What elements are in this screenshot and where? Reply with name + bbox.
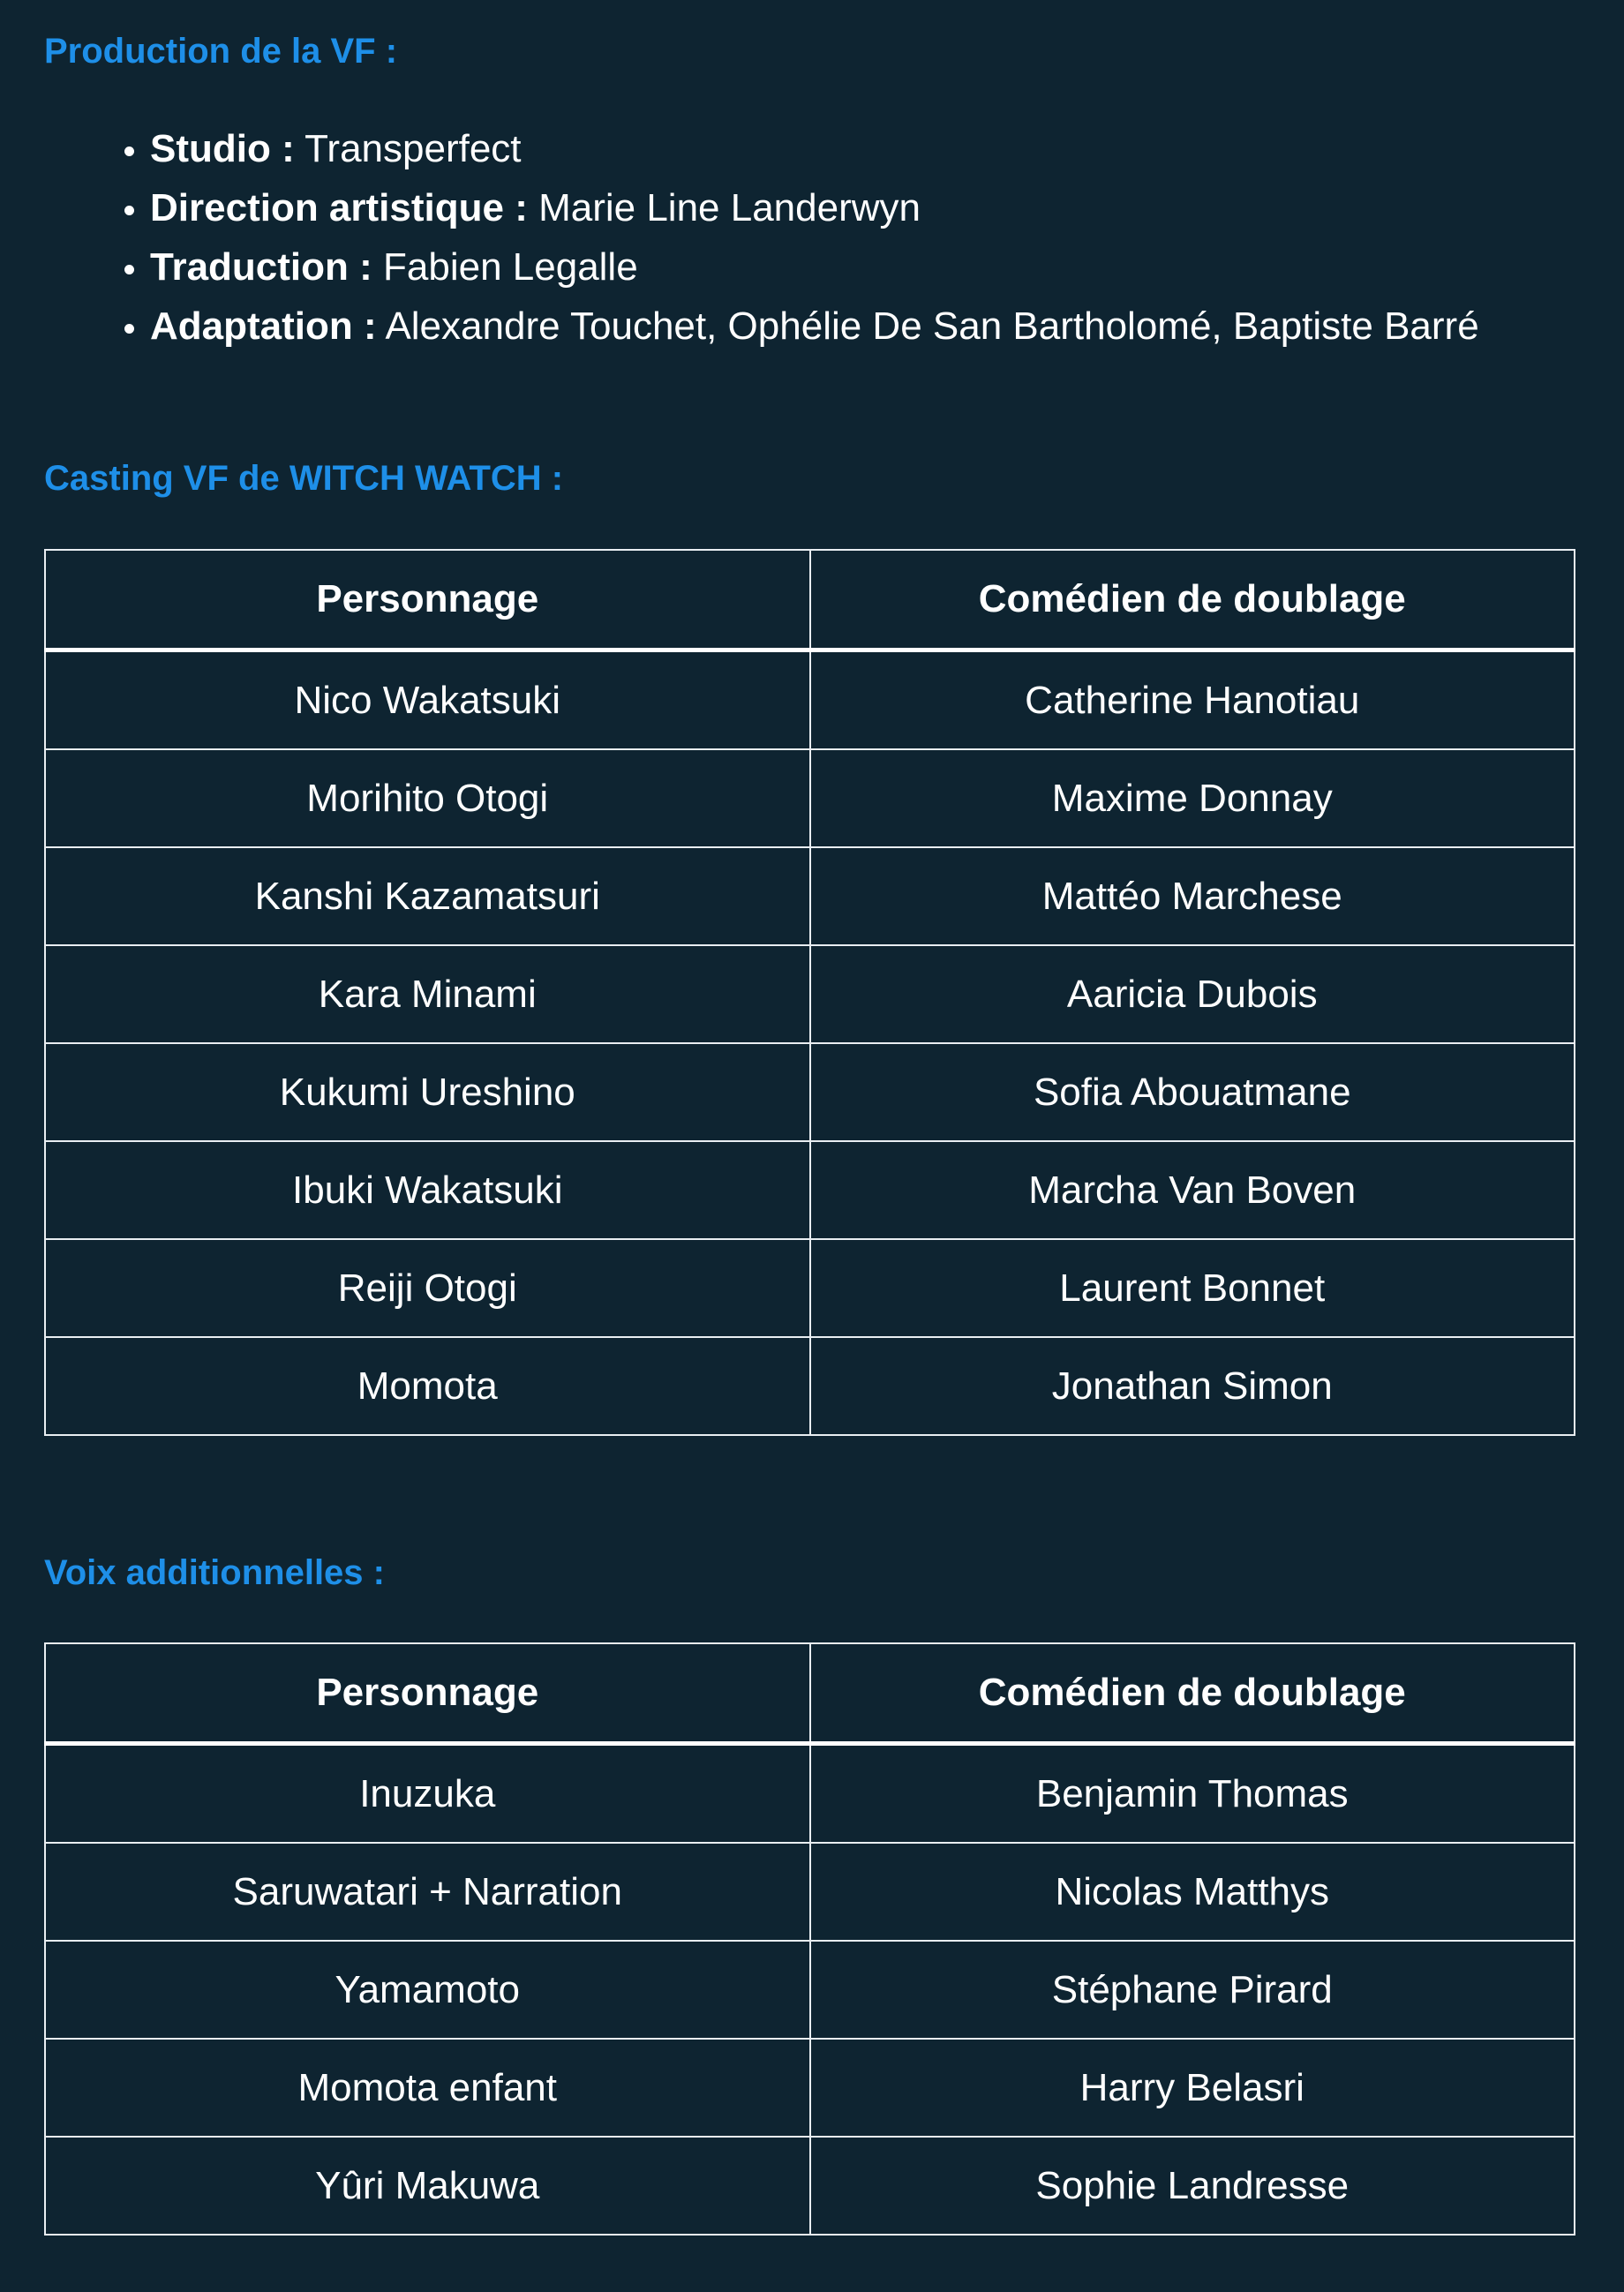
- credit-value: Transperfect: [304, 127, 522, 170]
- actor-cell: Maxime Donnay: [810, 749, 1575, 847]
- actor-cell: Marcha Van Boven: [810, 1141, 1575, 1239]
- credit-value: Fabien Legalle: [383, 245, 638, 289]
- table-row: [45, 1043, 1575, 1141]
- actor-cell: Mattéo Marchese: [810, 847, 1575, 945]
- table-row: [45, 1941, 1575, 2039]
- character-cell: Saruwatari + Narration: [45, 1843, 810, 1941]
- table-row: [45, 749, 1575, 847]
- table-row: [45, 847, 1575, 945]
- actor-cell: Harry Belasri: [810, 2039, 1575, 2137]
- actor-cell: Nicolas Matthys: [810, 1843, 1575, 1941]
- credit-item-adaptation: [150, 297, 1479, 356]
- credit-item-studio: [150, 119, 1479, 178]
- character-cell: Morihito Otogi: [45, 749, 810, 847]
- table-row: [45, 1744, 1575, 1844]
- column-header-personnage: Personnage: [45, 1643, 810, 1744]
- actor-cell: Aaricia Dubois: [810, 945, 1575, 1043]
- table-row: [45, 1843, 1575, 1941]
- actor-cell: Stéphane Pirard: [810, 1941, 1575, 2039]
- credit-item-direction-artistique: [150, 178, 1479, 237]
- character-cell: Momota: [45, 1337, 810, 1435]
- actor-cell: Jonathan Simon: [810, 1337, 1575, 1435]
- character-cell: Kanshi Kazamatsuri: [45, 847, 810, 945]
- character-cell: Nico Wakatsuki: [45, 650, 810, 750]
- credit-value: Marie Line Landerwyn: [538, 186, 921, 229]
- actor-cell: Benjamin Thomas: [810, 1744, 1575, 1844]
- casting-table: [44, 549, 1575, 1436]
- character-cell: Kukumi Ureshino: [45, 1043, 810, 1141]
- actor-cell: Laurent Bonnet: [810, 1239, 1575, 1337]
- character-cell: Yamamoto: [45, 1941, 810, 2039]
- credit-item-traduction: [150, 237, 1479, 297]
- column-header-personnage: Personnage: [45, 550, 810, 650]
- character-cell: Momota enfant: [45, 2039, 810, 2137]
- table-row: [45, 1239, 1575, 1337]
- table-header-row: [45, 550, 1575, 650]
- casting-heading: Casting VF de WITCH WATCH :: [44, 459, 564, 498]
- actor-cell: Sofia Abouatmane: [810, 1043, 1575, 1141]
- table-header-row: [45, 1643, 1575, 1744]
- column-header-comedien: Comédien de doublage: [810, 550, 1575, 650]
- column-header-comedien: Comédien de doublage: [810, 1643, 1575, 1744]
- credit-value: Alexandre Touchet, Ophélie De San Bartholomé, Baptiste Barré: [385, 304, 1479, 348]
- table-row: [45, 945, 1575, 1043]
- credit-label: Direction artistique :: [150, 186, 528, 229]
- character-cell: Ibuki Wakatsuki: [45, 1141, 810, 1239]
- additional-voices-table: [44, 1642, 1575, 2236]
- table-row: [45, 2137, 1575, 2235]
- credit-label: Traduction :: [150, 245, 372, 289]
- actor-cell: Sophie Landresse: [810, 2137, 1575, 2235]
- character-cell: Kara Minami: [45, 945, 810, 1043]
- character-cell: Inuzuka: [45, 1744, 810, 1844]
- credit-label: Adaptation :: [150, 304, 377, 348]
- table-row: [45, 650, 1575, 750]
- table-row: [45, 1141, 1575, 1239]
- production-heading: Production de la VF :: [44, 32, 398, 71]
- credit-label: Studio :: [150, 127, 295, 170]
- character-cell: Reiji Otogi: [45, 1239, 810, 1337]
- actor-cell: Catherine Hanotiau: [810, 650, 1575, 750]
- character-cell: Yûri Makuwa: [45, 2137, 810, 2235]
- table-row: [45, 2039, 1575, 2137]
- production-credits-list: [44, 119, 1479, 356]
- table-row: [45, 1337, 1575, 1435]
- additional-voices-heading: Voix additionnelles :: [44, 1553, 385, 1592]
